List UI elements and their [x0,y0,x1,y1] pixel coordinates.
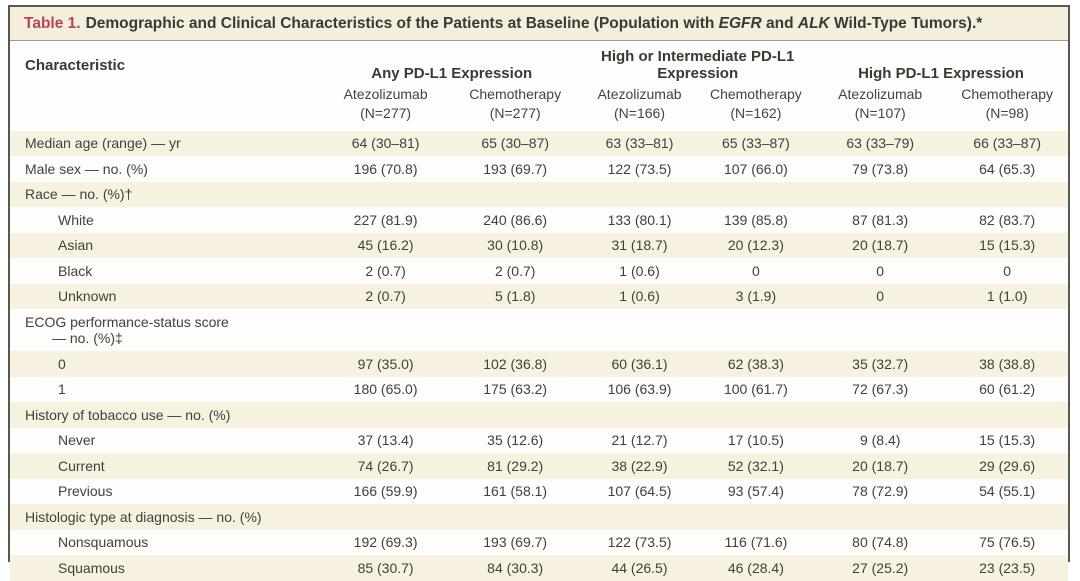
n-count: (N=277) [360,104,412,121]
group-any-pdl1-label: Any PD-L1 Expression [371,65,533,83]
value-cell: 63 (33–79) [846,135,915,152]
value-cell: 84 (30.3) [487,559,544,576]
value-cell: 80 (74.8) [852,534,909,551]
table-row [10,530,1068,556]
value-cell: 64 (30–81) [351,135,420,152]
value-cell: 2 (0.7) [365,262,406,279]
value-cell: 107 (66.0) [723,160,788,177]
value-cell [946,504,1068,530]
value-cell: 75 (76.5) [979,534,1036,551]
value-cell [814,504,946,530]
value-cell: 23 (23.5) [979,559,1036,576]
row-label-cell [10,309,322,351]
value-cell: 45 (16.2) [357,237,414,254]
value-cell: 65 (33–87) [722,135,790,152]
value-cell: 240 (86.6) [483,211,548,228]
table-row [10,555,1068,581]
drug-name: Atezolizumab [597,86,682,103]
value-cell: 193 (69.7) [483,160,548,177]
row-label: ECOG performance-status score [25,313,229,330]
group-high-pdl1-label: High PD-L1 Expression [858,65,1024,83]
col-chemotherapy-any [449,82,581,130]
drug-name: Atezolizumab [838,86,923,103]
value-cell [449,504,581,530]
row-label-line2: — no. (%)‡ [52,330,123,347]
row-label-cell [10,402,322,428]
value-cell: 21 (12.7) [611,432,668,449]
value-cell [322,182,449,208]
value-cell [322,504,449,530]
table-body [10,131,1068,581]
row-label: White [58,211,94,228]
row-label: History of tobacco use — no. (%) [25,406,231,423]
value-cell [581,182,697,208]
value-cell [581,504,697,530]
table-row [10,377,1068,403]
table-row [10,351,1068,377]
row-label: Black [58,262,93,279]
value-cell: 63 (33–81) [605,135,674,152]
value-cell: 107 (64.5) [607,483,672,500]
value-cell: 74 (26.7) [357,457,414,474]
row-label: Asian [58,237,94,254]
table-row [10,233,1068,259]
n-count: (N=166) [614,104,665,121]
row-label-cell [10,555,322,581]
row-label-cell [10,182,322,208]
value-cell: 116 (71.6) [724,534,788,551]
value-cell [581,309,697,351]
table-title [10,7,1068,41]
value-cell: 2 (0.7) [494,262,536,279]
drug-name: Atezolizumab [343,86,428,103]
table-row [10,402,1068,428]
value-cell: 192 (69.3) [353,534,418,551]
row-label-cell [10,428,322,454]
header-group-row [10,41,1068,83]
value-cell: 60 (36.1) [611,355,668,372]
table-row [10,207,1068,233]
col-chemotherapy-high-int [698,82,814,130]
value-cell: 30 (10.8) [487,237,544,254]
value-cell: 85 (30.7) [357,559,414,576]
drug-name: Chemotherapy [709,86,802,103]
value-cell: 0 [751,262,760,279]
group-any-pdl1 [322,41,581,83]
row-label: Histologic type at diagnosis — no. (%) [25,508,262,525]
row-label-cell [10,207,322,233]
value-cell [946,309,1068,351]
row-label: 0 [58,355,66,372]
row-label-cell [10,504,322,530]
value-cell [814,182,946,208]
row-label-cell [10,453,322,479]
value-cell: 15 (15.3) [979,237,1036,254]
col-atezolizumab-any [322,82,449,130]
row-label-cell [10,131,322,157]
value-cell [322,402,449,428]
value-cell: 0 [1003,262,1012,279]
n-count: (N=162) [730,104,782,121]
row-label: Squamous [58,559,125,576]
value-cell: 0 [876,288,885,305]
group-high-intermediate-pdl1 [581,41,814,83]
value-cell: 196 (70.8) [353,160,418,177]
value-cell: 20 (12.3) [727,237,784,254]
value-cell: 35 (32.7) [852,355,909,372]
n-count: (N=277) [489,104,541,121]
value-cell: 46 (28.4) [727,559,784,576]
value-cell: 227 (81.9) [353,211,418,228]
drug-name: Chemotherapy [961,86,1054,103]
table-row [10,504,1068,530]
value-cell: 20 (18.7) [852,237,909,254]
characteristics-table [10,41,1068,581]
value-cell: 81 (29.2) [487,457,544,474]
value-cell: 35 (12.6) [487,432,544,449]
value-cell: 122 (73.5) [607,160,672,177]
value-cell [698,504,814,530]
value-cell [814,402,946,428]
table-title-end: Wild-Type Tumors).* [829,15,983,32]
table-row [10,258,1068,284]
value-cell: 37 (13.4) [357,432,414,449]
table-number: Table 1. [24,15,81,32]
value-cell: 175 (63.2) [483,381,548,398]
table-row [10,131,1068,157]
row-label: Unknown [58,288,117,305]
value-cell: 62 (38.3) [727,355,784,372]
row-label: 1 [58,381,66,398]
value-cell: 79 (73.8) [852,160,909,177]
table-row [10,453,1068,479]
value-cell: 52 (32.1) [727,457,784,474]
value-cell [449,182,581,208]
table-title-mid: and [761,15,798,32]
value-cell: 5 (1.8) [494,288,536,305]
table-row [10,156,1068,182]
value-cell: 1 (1.0) [986,288,1028,305]
value-cell: 102 (36.8) [483,355,548,372]
value-cell: 133 (80.1) [607,211,672,228]
value-cell: 15 (15.3) [979,432,1036,449]
col-atezolizumab-high-int [581,82,697,130]
value-cell [581,402,697,428]
value-cell [322,309,449,351]
value-cell: 0 [876,262,885,279]
value-cell: 27 (25.2) [852,559,909,576]
row-label-cell [10,377,322,403]
row-label: Current [58,457,105,474]
value-cell: 3 (1.9) [735,288,777,305]
col-atezolizumab-high [814,82,946,130]
row-label-cell [10,258,322,284]
value-cell [698,402,814,428]
value-cell: 29 (29.6) [979,457,1036,474]
table-row [10,428,1068,454]
value-cell: 193 (69.7) [483,534,548,551]
gene-alk: ALK [797,15,830,32]
col-chemotherapy-high [946,82,1068,130]
group-high-pdl1 [814,41,1068,83]
value-cell [946,182,1068,208]
value-cell: 93 (57.4) [727,483,784,500]
value-cell: 87 (81.3) [852,211,909,228]
table-row [10,479,1068,505]
n-count: (N=98) [985,104,1029,121]
value-cell: 44 (26.5) [611,559,668,576]
value-cell: 65 (30–87) [481,135,550,152]
value-cell [814,309,946,351]
row-label: Median age (range) — yr [25,135,181,152]
value-cell: 17 (10.5) [727,432,784,449]
value-cell: 31 (18.7) [611,237,668,254]
row-label-cell [10,284,322,310]
table-title-text: Demographic and Clinical Characteristics of the Patients at Baseline (Population with [85,15,719,32]
value-cell: 72 (67.3) [852,381,909,398]
value-cell: 38 (22.9) [611,457,668,474]
value-cell: 66 (33–87) [973,135,1042,152]
value-cell: 9 (8.4) [859,432,901,449]
value-cell: 122 (73.5) [607,534,672,551]
row-label-cell [10,530,322,556]
value-cell: 20 (18.7) [852,457,909,474]
value-cell [449,309,581,351]
row-label: Never [58,432,96,449]
row-label: Race — no. (%)† [25,186,133,203]
gene-egfr: EGFR [718,15,762,32]
n-count: (N=107) [854,104,906,121]
value-cell [698,309,814,351]
value-cell: 82 (83.7) [979,211,1036,228]
characteristic-header: Characteristic [10,41,322,131]
group-high-intermediate-pdl1-label: High or Intermediate PD-L1 Expression [601,47,795,83]
row-label-cell [10,479,322,505]
row-label-cell [10,156,322,182]
value-cell: 38 (38.8) [979,355,1036,372]
value-cell: 100 (61.7) [723,381,788,398]
row-label-cell [10,351,322,377]
value-cell: 166 (59.9) [353,483,418,500]
value-cell: 78 (72.9) [852,483,909,500]
table-row [10,284,1068,310]
value-cell [698,182,814,208]
value-cell: 64 (65.3) [979,160,1036,177]
row-label-cell [10,233,322,259]
value-cell: 54 (55.1) [979,483,1036,500]
value-cell: 180 (65.0) [353,381,418,398]
value-cell: 1 (0.6) [619,288,660,305]
value-cell: 139 (85.8) [723,211,788,228]
value-cell [449,402,581,428]
paper-table-frame [8,5,1070,576]
value-cell: 97 (35.0) [357,355,414,372]
row-label: Nonsquamous [58,534,149,551]
table-row [10,182,1068,208]
value-cell: 1 (0.6) [619,262,660,279]
value-cell: 161 (58.1) [483,483,548,500]
row-label: Previous [58,483,113,500]
value-cell: 106 (63.9) [607,381,672,398]
drug-name: Chemotherapy [469,86,562,103]
value-cell: 2 (0.7) [365,288,406,305]
value-cell: 60 (61.2) [979,381,1036,398]
row-label: Male sex — no. (%) [25,160,148,177]
value-cell [946,402,1068,428]
table-row [10,309,1068,351]
